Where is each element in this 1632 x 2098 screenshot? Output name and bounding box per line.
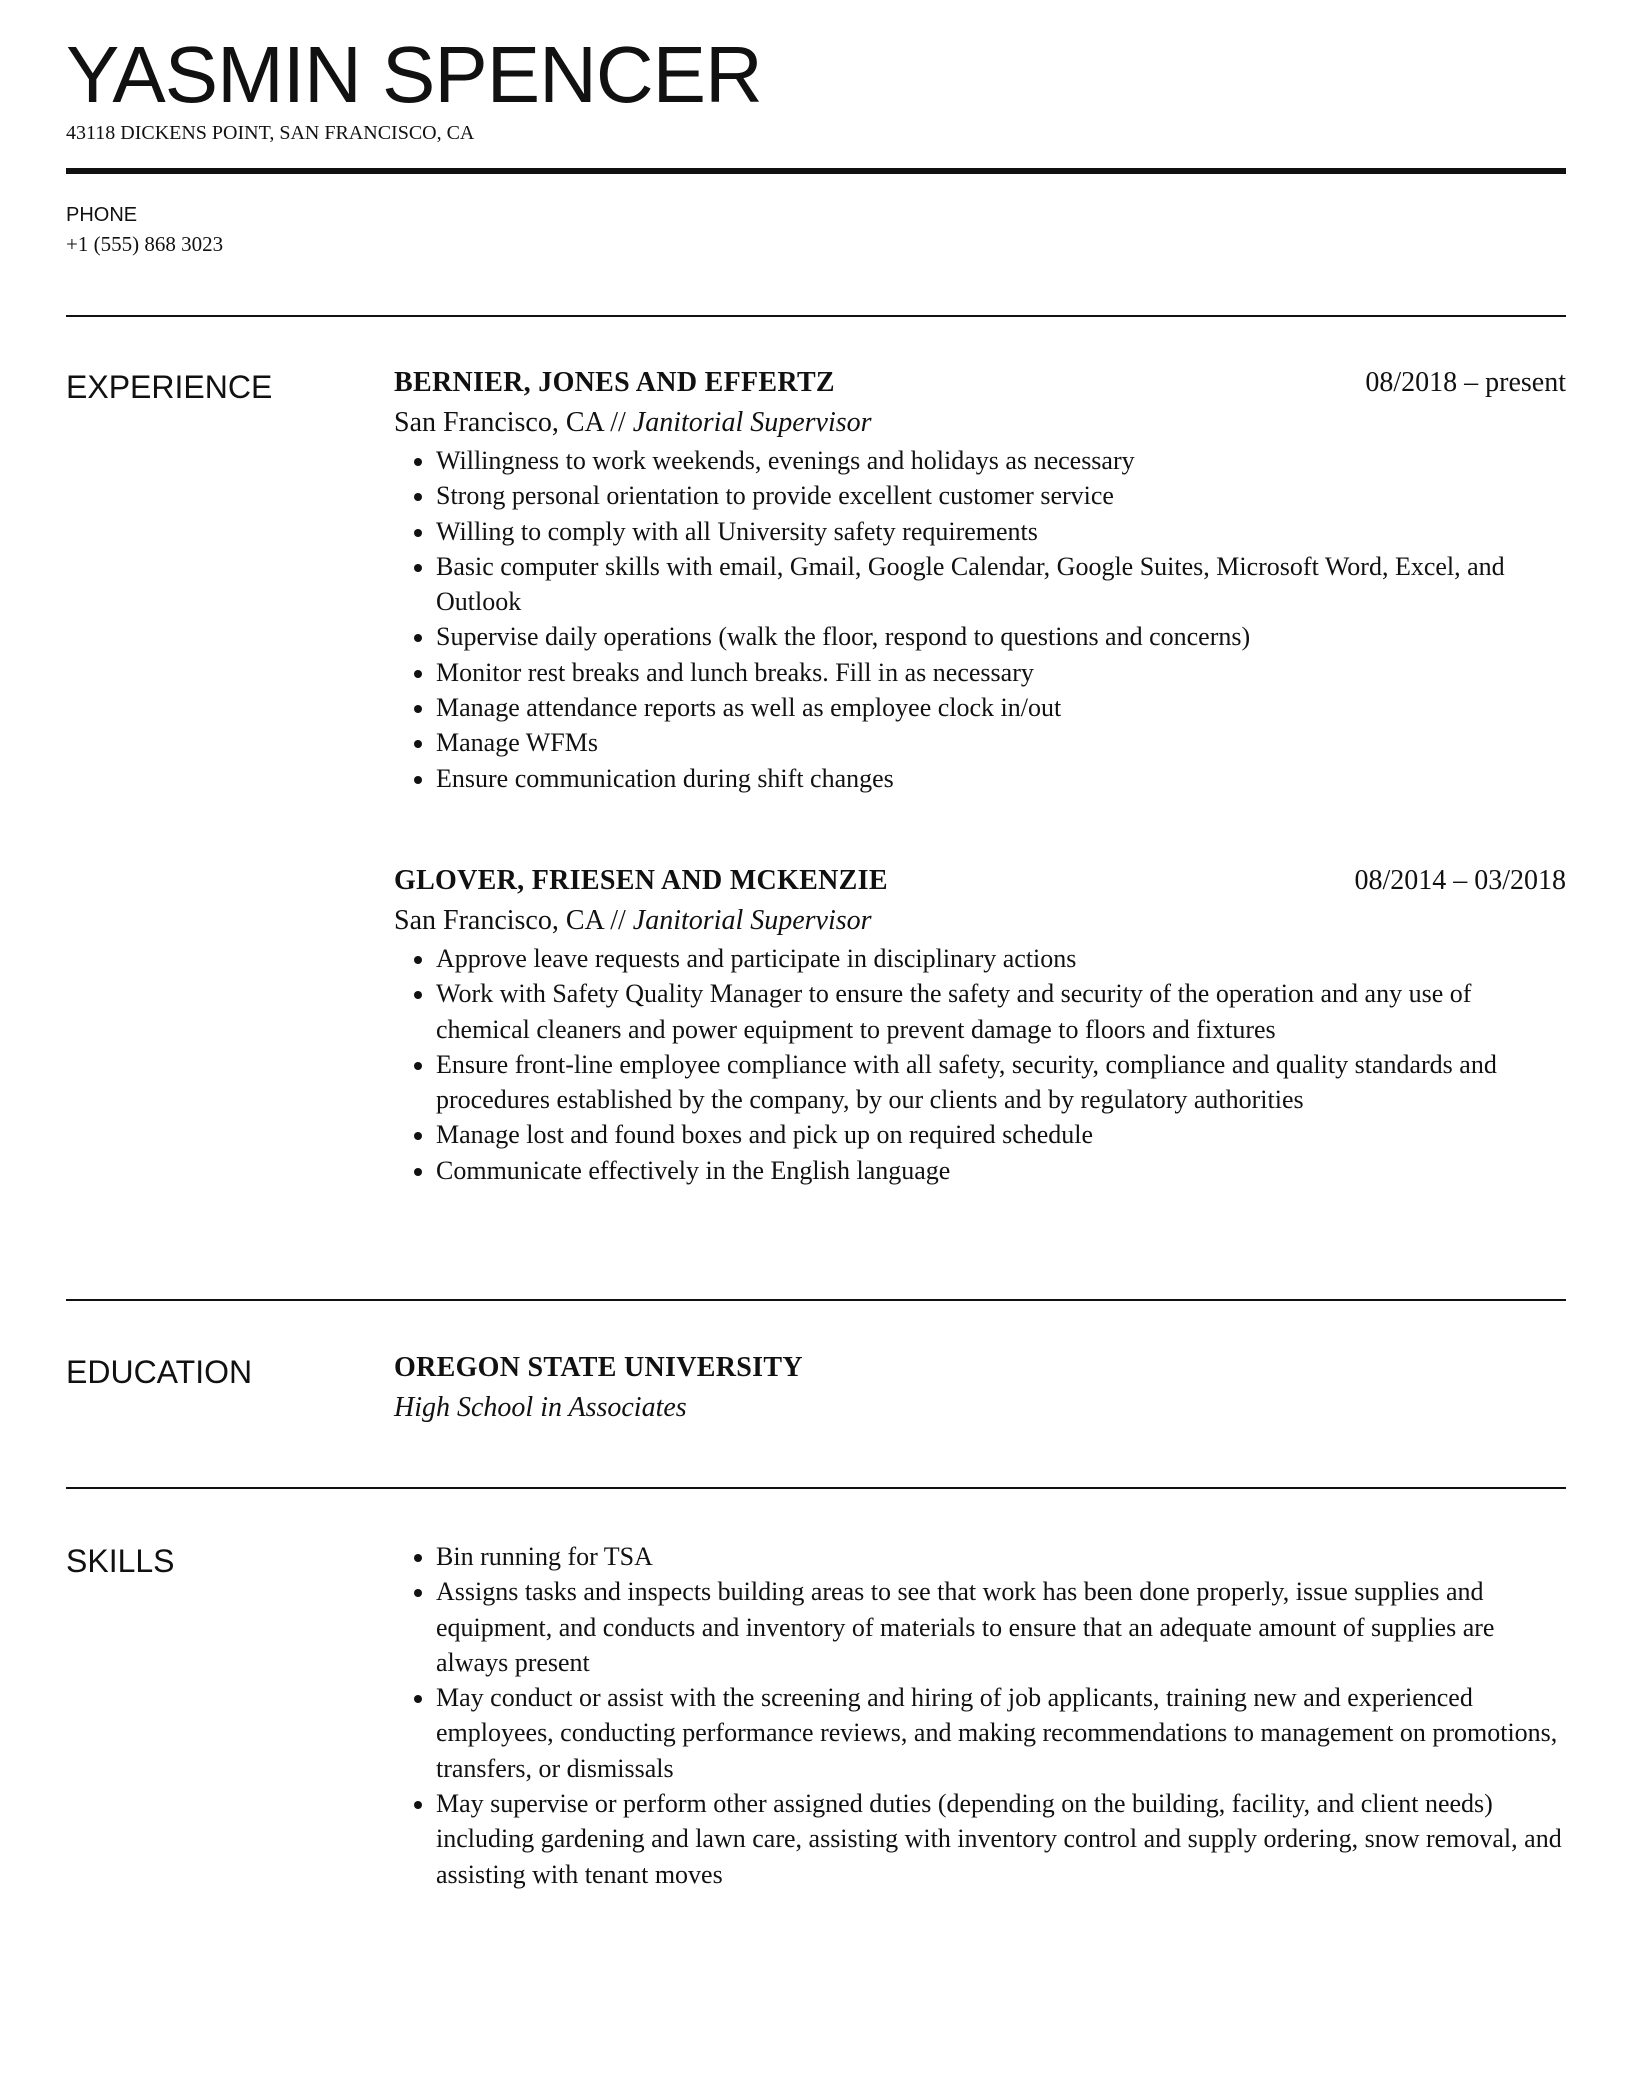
section-divider-skills [66, 1487, 1566, 1489]
list-item: • Strong personal orientation to provide excellent customer service [436, 478, 1566, 513]
education-degree: High School in Associates [394, 1392, 687, 1423]
skills-list [394, 1539, 1566, 1892]
list-item: • Supervise daily operations (walk the floor, respond to questions and concerns) [436, 619, 1566, 654]
job-header [394, 861, 1566, 901]
job-header [394, 363, 1566, 403]
job-separator: // [603, 407, 633, 438]
list-item: • Communicate effectively in the English language [436, 1153, 1566, 1188]
section-divider-education [66, 1299, 1566, 1301]
list-item: • May supervise or perform other assigned duties (depending on the building, facility, and client needs) including gardening and lawn care, assisting with inventory control and supply ordering, snow removal, and assisting with tenant moves [436, 1786, 1566, 1892]
job-role: Janitorial Supervisor [632, 407, 872, 438]
experience-section-title: EXPERIENCE [66, 369, 273, 405]
list-item: • Ensure front-line employee compliance with all safety, security, compliance and quality standards and procedures established by the company, by our clients and by regulatory authorities [436, 1047, 1566, 1118]
section-divider-experience [66, 315, 1566, 317]
job-location: San Francisco, CA [394, 905, 604, 936]
job-entry-2 [394, 861, 1566, 1188]
list-item: • Willing to comply with all University safety requirements [436, 514, 1566, 549]
list-item: • Ensure communication during shift changes [436, 761, 1566, 796]
job-entry-1 [394, 363, 1566, 796]
list-item: • Manage WFMs [436, 725, 1566, 760]
job-location-role [394, 901, 1566, 941]
list-item: • Manage lost and found boxes and pick up on required schedule [436, 1117, 1566, 1152]
list-item: • Basic computer skills with email, Gmail, Google Calendar, Google Suites, Microsoft Word, Excel, and Outlook [436, 549, 1566, 620]
phone-label: PHONE [66, 204, 138, 226]
list-item: • Willingness to work weekends, evenings and holidays as necessary [436, 443, 1566, 478]
education-school: OREGON STATE UNIVERSITY [394, 1352, 803, 1383]
phone-number: +1 (555) 868 3023 [66, 232, 224, 256]
job-dates: 08/2018 – present [1365, 367, 1566, 398]
list-item: • Monitor rest breaks and lunch breaks. Fill in as necessary [436, 655, 1566, 690]
job-role: Janitorial Supervisor [632, 905, 872, 936]
job-location-role [394, 403, 1566, 443]
job-location: San Francisco, CA [394, 407, 604, 438]
skills-section-title: SKILLS [66, 1543, 175, 1579]
candidate-name: YASMIN SPENCER [66, 30, 762, 119]
job-bullets [394, 443, 1566, 796]
job-separator: // [603, 905, 633, 936]
list-item: • Approve leave requests and participate in disciplinary actions [436, 941, 1566, 976]
list-item: • Work with Safety Quality Manager to ensure the safety and security of the operation and any use of chemical cleaners and power equipment to prevent damage to floors and fixtures [436, 976, 1566, 1047]
skills-entry [394, 1539, 1566, 1892]
list-item: • Manage attendance reports as well as employee clock in/out [436, 690, 1566, 725]
job-bullets [394, 941, 1566, 1188]
candidate-address: 43118 DICKENS POINT, SAN FRANCISCO, CA [66, 122, 475, 144]
list-item: • Assigns tasks and inspects building areas to see that work has been done properly, issue supplies and equipment, and conducts and inventory of materials to ensure that an adequate amount of supplies are always present [436, 1574, 1566, 1680]
header-divider [66, 168, 1566, 174]
job-company: BERNIER, JONES AND EFFERTZ [394, 367, 835, 398]
job-dates: 08/2014 – 03/2018 [1354, 865, 1566, 896]
list-item: • Bin running for TSA [436, 1539, 1566, 1574]
education-section-title: EDUCATION [66, 1354, 253, 1390]
list-item: • May conduct or assist with the screening and hiring of job applicants, training new and experienced employees, conducting performance reviews, and making recommendations to management on promotions, transfers, or dismissals [436, 1680, 1566, 1786]
job-company: GLOVER, FRIESEN AND MCKENZIE [394, 865, 888, 896]
education-entry [394, 1348, 1566, 1428]
